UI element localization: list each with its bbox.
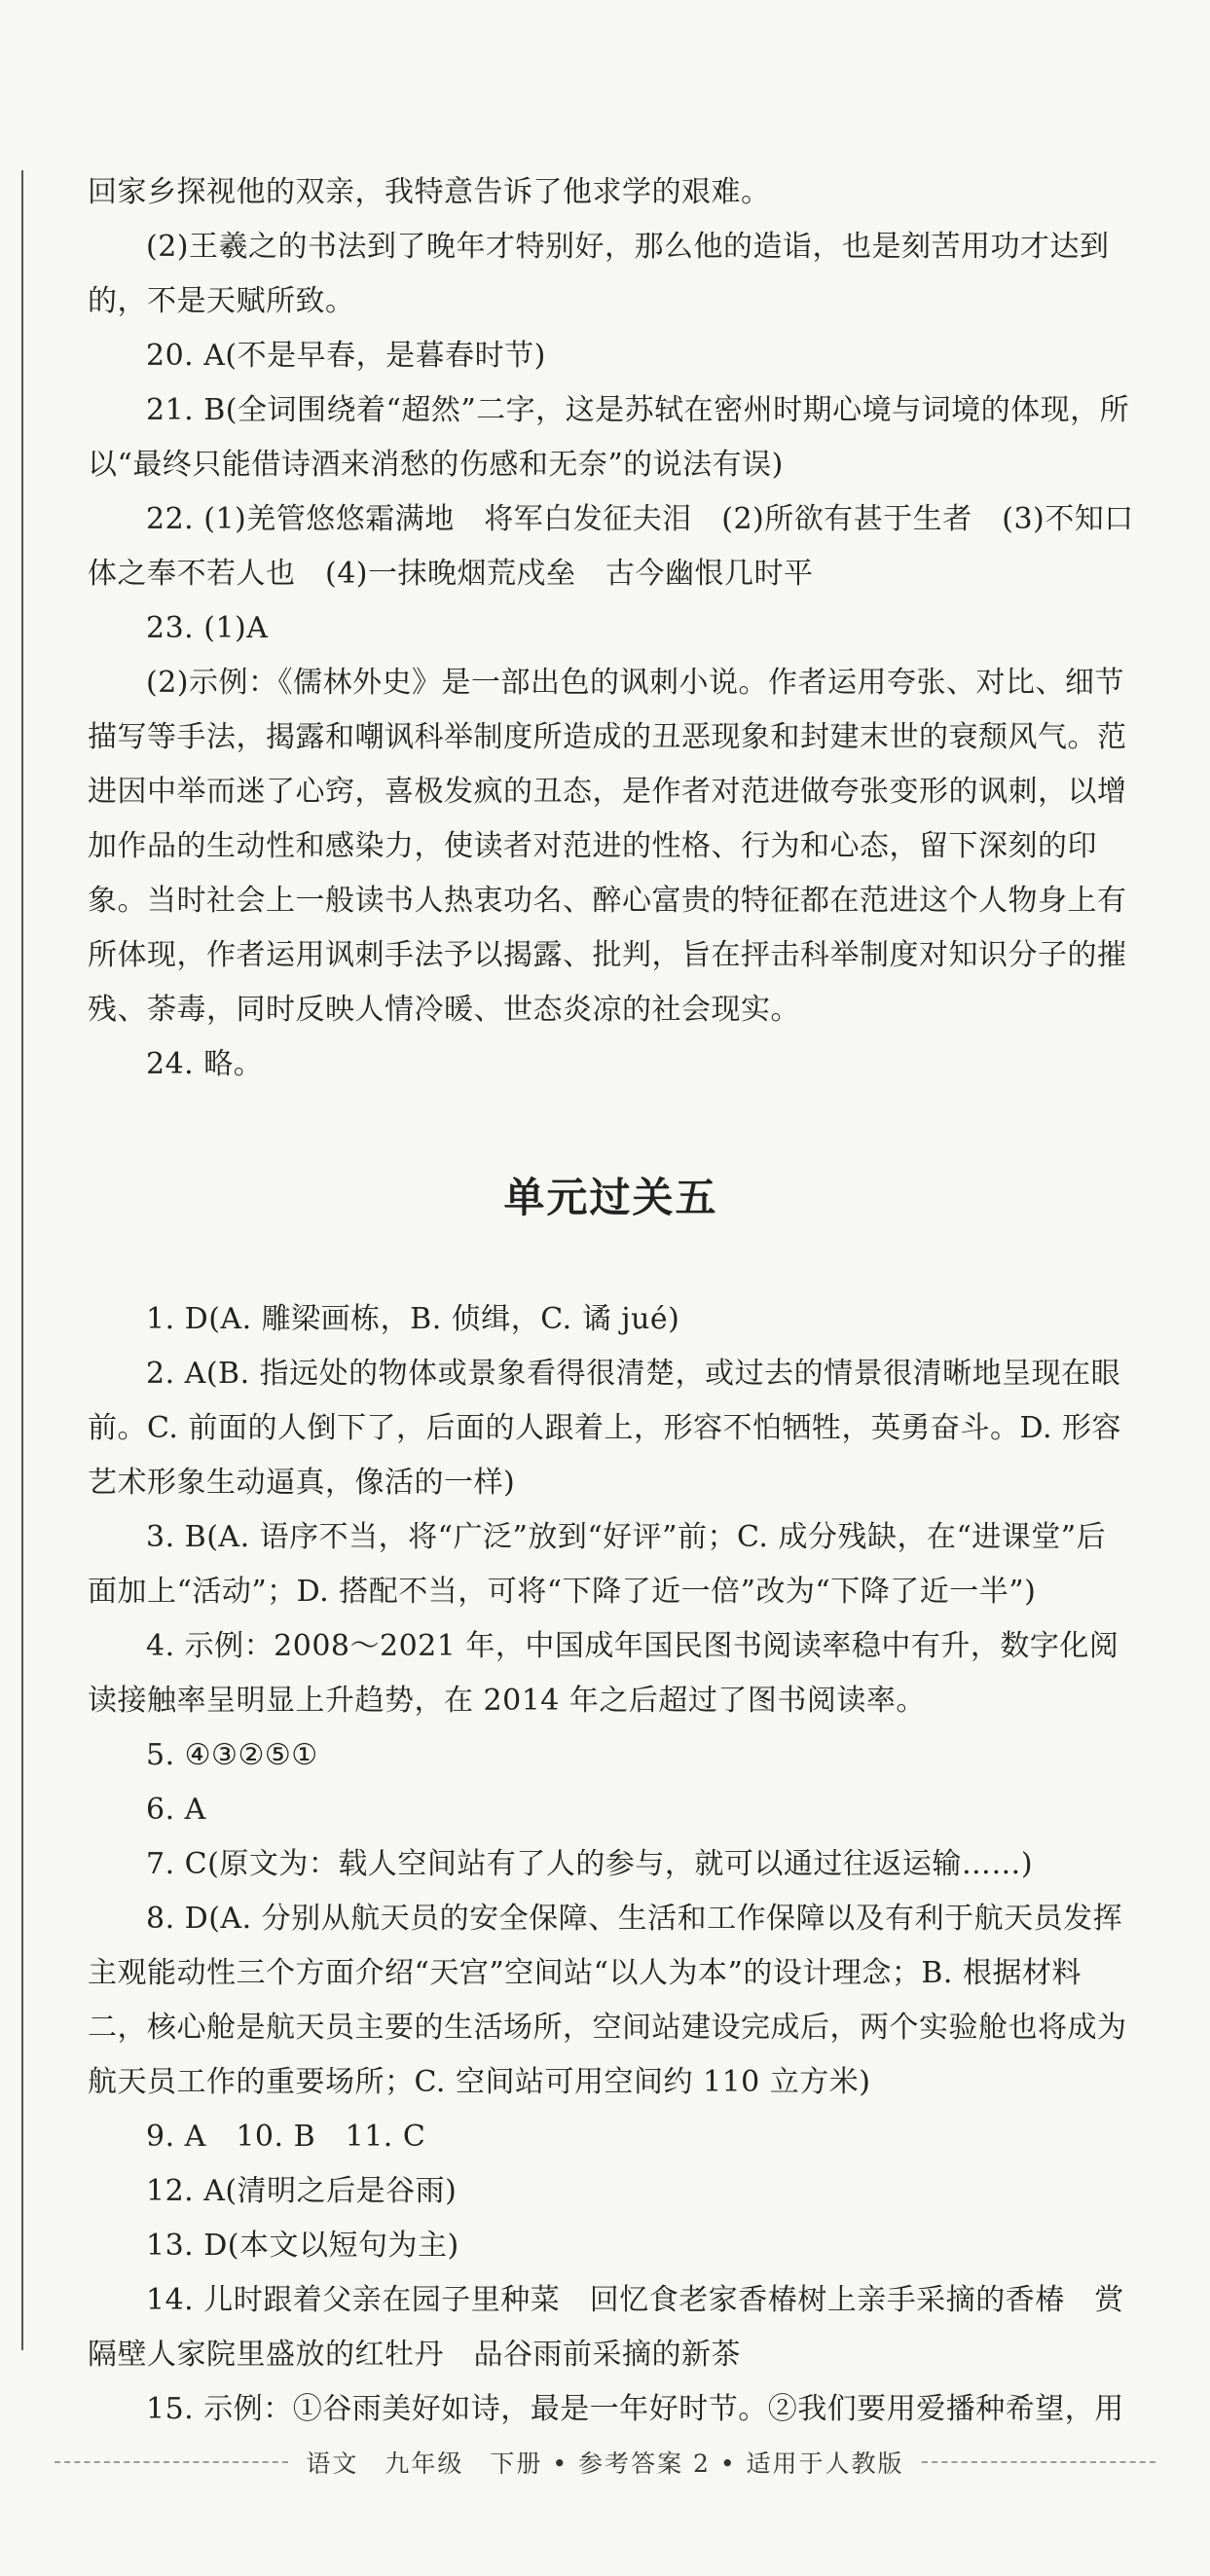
answer-item: 1. D(A. 雕梁画栋，B. 侦缉，C. 谲 jué) — [146, 1302, 680, 1336]
page-footer — [0, 2443, 1210, 2482]
answer-item: 9. A 10. B 11. C — [146, 2120, 426, 2154]
paragraph: 回家乡探视他的双亲，我特意告诉了他求学的艰难。 — [88, 175, 771, 209]
top-section — [88, 165, 1134, 1092]
answer-item: 13. D(本文以短句为主) — [146, 2229, 459, 2263]
answer-item: 4. 示例：2008～2021 年，中国成年国民图书阅读率稳中有升，数字化阅读接触率呈明显上升趋势，在 2014 年之后超过了图书阅读率。 — [88, 1629, 1119, 1718]
paragraph: 24. 略。 — [146, 1047, 264, 1081]
paragraph: (2)王羲之的书法到了晚年才特别好，那么他的造诣，也是刻苦用功才达到的，不是天赋所致。 — [88, 230, 1110, 318]
answer-item: 15. 示例：①谷雨美好如诗，最是一年好时节。②我们要用爱播种希望，用 — [146, 2392, 1124, 2426]
page-margin-line — [21, 170, 23, 2350]
paragraph: 22. (1)羌管悠悠霜满地 将军白发征夫泪 (2)所欲有甚于生者 (3)不知口体之奉不若人也 (4)一抹晚烟荒戍垒 古今幽恨几时平 — [88, 502, 1134, 591]
paragraph: 21. B(全词围绕着“超然”二字，这是苏轼在密州时期心境与词境的体现，所以“最终只能借诗酒来消愁的伤感和无奈”的说法有误) — [88, 393, 1130, 482]
answer-item: 5. ④③②⑤① — [146, 1738, 318, 1772]
answer-item: 7. C(原文为：载人空间站有了人的参与，就可以通过往返运输……) — [146, 1847, 1034, 1881]
answer-item: 14. 儿时跟着父亲在园子里种菜 回忆食老家香椿树上亲手采摘的香椿 赏隔壁人家院里盛放的红牡丹 品谷雨前采摘的新茶 — [88, 2283, 1124, 2372]
answer-item: 2. A(B. 指远处的物体或景象看得很清楚，或过去的情景很清晰地呈现在眼前。C. 前面的人倒下了，后面的人跟着上，形容不怕牺牲，英勇奋斗。D. 形容艺术形象生动逼真，像活的一样) — [88, 1357, 1122, 1500]
footer-text: 语文 九年级 下册 • 参考答案 2 • 适用于人教版 — [306, 2449, 904, 2478]
answer-item: 8. D(A. 分别从航天员的安全保障、生活和工作保障以及有利于航天员发挥主观能动性三个方面介绍“天宫”空间站“以人为本”的设计理念；B. 根据材料二，核心舱是航天员主要的生活场所，空间站建设完成后，两个实验舱也将成为航天员工作的重要场所；C. 空间站可用空间约 110 立方米) — [88, 1902, 1127, 2099]
answer-item: 6. A — [146, 1793, 206, 1827]
answer-item: 3. B(A. 语序不当，将“广泛”放到“好评”前；C. 成分残缺，在“进课堂”后面加上“活动”；D. 搭配不当，可将“下降了近一倍”改为“下降了近一半”) — [88, 1520, 1107, 1609]
answer-content — [88, 165, 1134, 2437]
answer-item: 12. A(清明之后是谷雨) — [146, 2174, 458, 2208]
footer-divider-right — [922, 2461, 1155, 2463]
paragraph: 23. (1)A — [146, 611, 269, 645]
footer-divider-left — [55, 2461, 288, 2463]
answers-section — [88, 1292, 1134, 2437]
section-title: 单元过关五 — [503, 1174, 718, 1221]
paragraph: 20. A(不是早春，是暮春时节) — [146, 339, 546, 373]
paragraph: (2)示例：《儒林外史》是一部出色的讽刺小说。作者运用夸张、对比、细节描写等手法，揭露和嘲讽科举制度所造成的丑恶现象和封建末世的衰颓风气。范进因中举而迷了心窍，喜极发疯的丑态，是作者对范进做夸张变形的讽刺，以增加作品的生动性和感染力，使读者对范进的性格、行为和心态，留下深刻的印象。当时社会上一般读书人热衷功名、醉心富贵的特征都在范进这个人物身上有所体现，作者运用讽刺手法予以揭露、批判，旨在抨击科举制度对知识分子的摧残、荼毒，同时反映人情冷暖、世态炎凉的社会现实。 — [88, 666, 1127, 1027]
